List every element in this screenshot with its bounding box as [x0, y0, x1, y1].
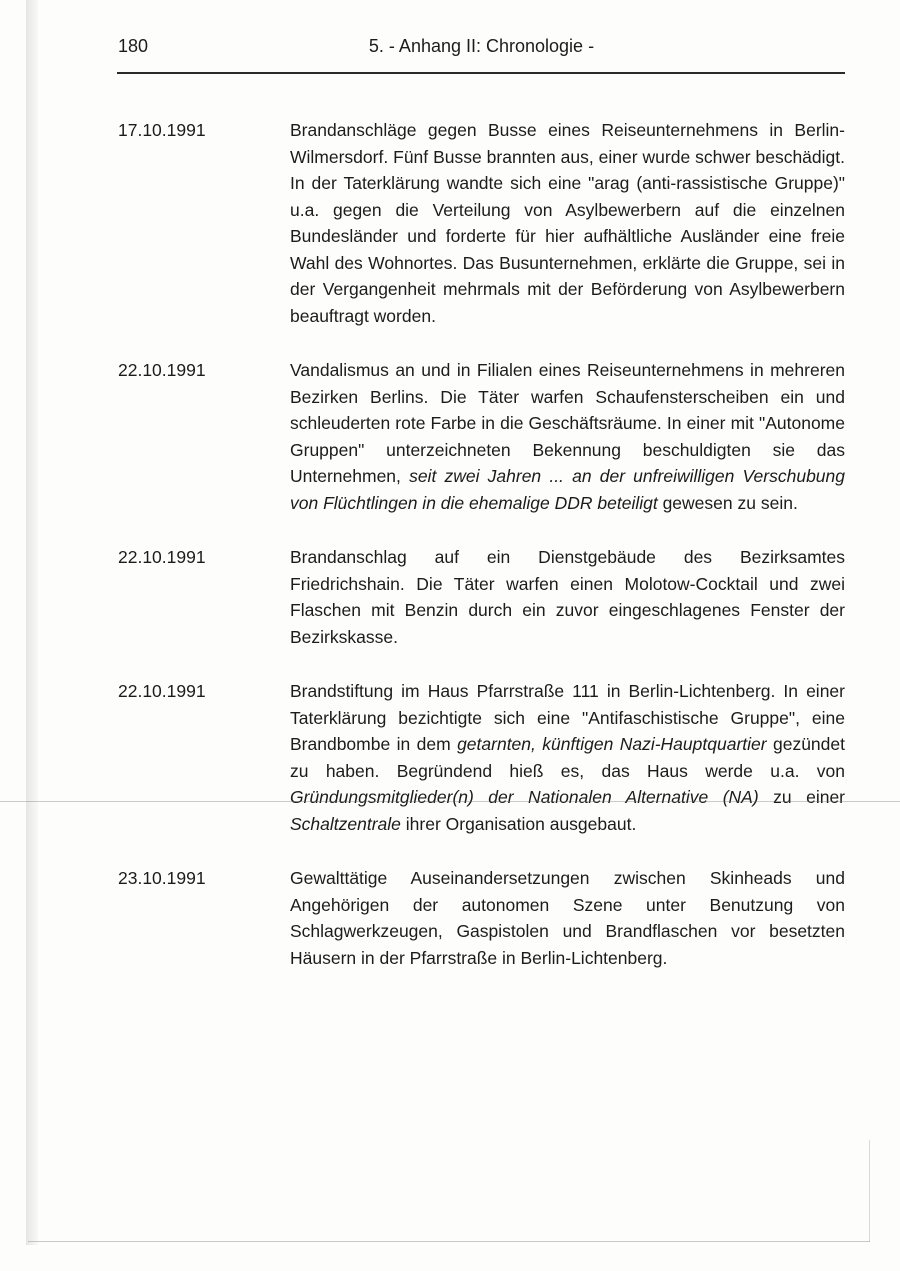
chronology-entry: [118, 865, 845, 971]
entry-text: Brandanschlag auf ein Dienstgebäude des Bezirksamtes Friedrichshain. Die Täter warfen einen Molotow-Cocktail und zwei Flaschen mit Benzin durch ein zuvor eingeschlagenes Fenster der Bezirkskasse.: [290, 547, 845, 647]
page-number: 180: [118, 36, 149, 56]
chronology-entry: [118, 678, 845, 837]
scan-artifact-right-line: [869, 1140, 870, 1242]
entry-text: Vandalismus an und in Filialen eines Reiseunternehmens in mehreren Bezirken Berlins. Die Täter warfen Schaufensterscheiben ein und schleuderten rote Farbe in die Geschäftsräume. In einer mit "Autonome Gruppen" unterzeichneten Bekennung beschuldigten sie das Unternehmen, seit zwei Jahren ... an der unfreiwilligen Verschubung von Flüchtlingen in die ehemalige DDR beteiligt gewesen zu sein.: [290, 360, 845, 513]
chronology-entry: [118, 357, 845, 516]
header-rule: [117, 72, 845, 74]
page-header: [118, 36, 845, 60]
entry-date: 17.10.1991: [118, 120, 206, 140]
entry-text: Brandanschläge gegen Busse eines Reiseunternehmens in Berlin-Wilmersdorf. Fünf Busse brannten aus, einer wurde schwer beschädigt. In der Taterklärung wandte sich eine "arag (anti-rassistische Gruppe)" u.a. gegen die Verteilung von Asylbewerbern auf die einzelnen Bundesländer und forderte für hier aufhältliche Ausländer eine freie Wahl des Wohnortes. Das Busunternehmen, erklärte die Gruppe, sei in der Vergangenheit mehrmals mit der Beförderung von Asylbewerbern beauftragt worden.: [290, 120, 845, 326]
entry-date: 22.10.1991: [118, 547, 206, 567]
scan-artifact-left-band: [26, 0, 38, 1245]
entry-date: 23.10.1991: [118, 868, 206, 888]
chronology-entry: [118, 117, 845, 329]
entry-date: 22.10.1991: [118, 681, 206, 701]
scan-artifact-bottom-line: [28, 1241, 870, 1242]
entry-date: 22.10.1991: [118, 360, 206, 380]
chronology-entries: [118, 117, 845, 971]
chronology-entry: [118, 544, 845, 650]
entry-text: Gewalttätige Auseinandersetzungen zwischen Skinheads und Angehörigen der autonomen Szene unter Benutzung von Schlagwerkzeugen, Gaspistolen und Brandflaschen vor besetzten Häusern in der Pfarrstraße in Berlin-Lichtenberg.: [290, 868, 845, 968]
header-title: 5. - Anhang II: Chronologie -: [368, 36, 595, 56]
entry-text: Brandstiftung im Haus Pfarrstraße 111 in Berlin-Lichtenberg. In einer Taterklärung bezichtigte sich eine "Antifaschistische Gruppe", eine Brandbombe in dem getarnten, künftigen Nazi-Hauptquartier gezündet zu haben. Begründend hieß es, das Haus werde u.a. von Gründungsmitglieder(n) der Nationalen Alternative (NA) zu einer Schaltzentrale ihrer Organisation ausgebaut.: [290, 681, 846, 834]
